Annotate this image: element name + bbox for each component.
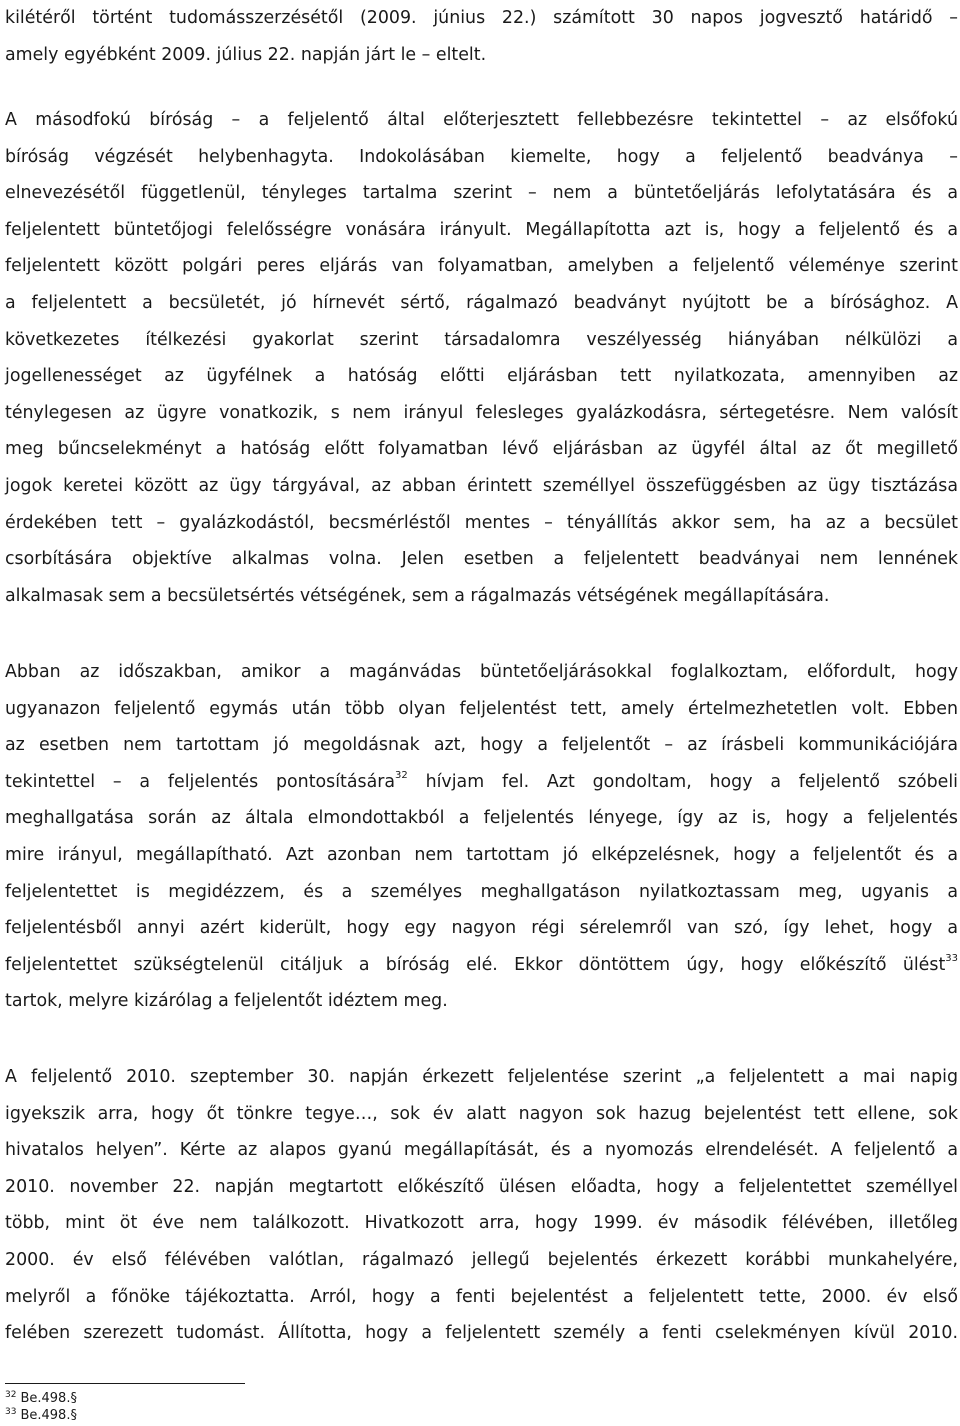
text-line: meghallgatása során az általa elmondottakból a feljelentés lényege, így az is, hogy a feljelentés: [5, 808, 958, 829]
footnote-reference-32[interactable]: 32: [395, 769, 408, 781]
paragraph-2: [5, 102, 958, 614]
text-line: az esetben nem tartottam jó megoldásnak azt, hogy a feljelentőt – az írásbeli kommunikációjára: [5, 735, 958, 756]
text-line: ugyanazon feljelentő egymás után több olyan feljelentést tett, amely értelmezhetetlen volt. Ebben: [5, 698, 958, 719]
text-line: felében szerezett tudomást. Állította, hogy a feljelentett személy a fenti cselekményen kívül 2010.: [5, 1323, 958, 1344]
text-line: a feljelentett a becsületét, jó hírnevét sértő, rágalmazó beadványt nyújtott be a bírósághoz. A: [5, 292, 958, 313]
text-line: jogellenességet az ügyfélnek a hatóság előtti eljárásban tett nyilatkozata, amennyiben az: [5, 366, 958, 387]
text-line: elnevezésétől függetlenül, tényleges tartalma szerint – nem a büntetőeljárás lefolytatására és a: [5, 183, 958, 204]
text-line: Abban az időszakban, amikor a magánvádas büntetőeljárásokkal foglalkoztam, előfordult, hogy: [5, 662, 958, 682]
text-line: következetes ítélkezési gyakorlat szerint társadalomra veszélyesség hiányában nélkülözi a: [5, 329, 958, 350]
text-line: meg bűncselekményt a hatóság előtt folyamatban lévő eljárásban az ügyfél által az őt megillető: [5, 439, 958, 460]
footnote-number: 32: [5, 1390, 17, 1400]
text-line: csorbítására objektíve alkalmas volna. Jelen esetben a feljelentett beadványai nem lennének: [5, 549, 958, 570]
text-line: feljelentett büntetőjogi felelősségre vonására irányult. Megállapította azt is, hogy a feljelentő és a: [5, 219, 958, 240]
text-line: kilétéről történt tudomásszerzésétől (2009. június 22.) számított 30 napos jogvesztő határidő –: [5, 8, 958, 28]
footnote-reference-33[interactable]: 33: [945, 952, 958, 964]
text-line: melyről a főnöke tájékoztatta. Arról, hogy a fenti bejelentést a feljelentett tette, 2000. év első: [5, 1286, 958, 1307]
footnote-32: [5, 1390, 77, 1407]
text-line: feljelentésből annyi azért kiderült, hogy egy nagyon régi sérelemről van szó, így lehet, hogy a: [5, 918, 958, 939]
footnote-33: [5, 1407, 77, 1424]
text-line: A másodfokú bíróság – a feljelentő által előterjesztett fellebbezésre tekintettel – az elsőfokú: [5, 110, 958, 130]
text-line: amely egyébként 2009. július 22. napján járt le – eltelt.: [5, 44, 487, 65]
text-line: [5, 764, 958, 801]
text-line: érdekében tett – gyalázkodástól, becsmérléstől mentes – tényállítás akkor sem, ha az a becsület: [5, 512, 958, 533]
text-line: mire irányul, megállapítható. Azt azonban nem tartottam jó elképzelésnek, hogy a feljelentőt és a: [5, 844, 958, 865]
paragraph-3: [5, 654, 958, 1020]
text-line: igyekszik arra, hogy őt tönkre tegye…, sok év alatt nagyon sok hazug bejelentést tett ellene, sok: [5, 1103, 958, 1124]
footnote-number: 33: [5, 1407, 17, 1417]
text-line: több, mint öt éve nem találkozott. Hivatkozott arra, hogy 1999. év második félévében, illetőleg: [5, 1213, 958, 1234]
text-line: ténylegesen az ügyre vonatkozik, s nem irányul felesleges gyalázkodásra, sértegetésre. Nem valósít: [5, 402, 958, 423]
text-segment: tekintettel – a feljelentés pontosítására: [5, 771, 396, 792]
footnote-separator: [5, 1383, 245, 1384]
paragraph-4: [5, 1059, 958, 1352]
text-line: bíróság végzését helybenhagyta. Indokolásában kiemelte, hogy a feljelentő beadványa –: [5, 146, 958, 167]
text-line: 2000. év első félévében valótlan, rágalmazó jellegű bejelentés érkezett korábbi munkahelyére,: [5, 1249, 958, 1270]
text-line: hivatalos helyen”. Kérte az alapos gyanú megállapítását, és a nyomozás elrendelését. A feljelentő a: [5, 1140, 958, 1161]
text-line: feljelentettet is megidézzem, és a személyes meghallgatáson nyilatkoztassam meg, ugyanis a: [5, 881, 958, 902]
text-line: feljelentett között polgári peres eljárás van folyamatban, amelyben a feljelentő véleménye szerint: [5, 256, 958, 277]
text-segment: feljelentettet szükségtelenül citáljuk a bíróság elé. Ekkor döntöttem úgy, hogy előkészítő ülést: [5, 954, 946, 975]
text-line: 2010. november 22. napján megtartott előkészítő ülésen előadta, hogy a feljelentettet személlyel: [5, 1176, 958, 1197]
paragraph-1: [5, 0, 958, 73]
text-line: jogok keretei között az ügy tárgyával, az abban érintett személlyel összefüggésben az ügy tisztázása: [5, 475, 958, 496]
text-line: tartok, melyre kizárólag a feljelentőt idéztem meg.: [5, 991, 448, 1012]
footnotes: [5, 1390, 77, 1424]
text-line: [5, 947, 958, 984]
text-segment: hívjam fel. Azt gondoltam, hogy a feljelentő szóbeli: [407, 771, 958, 792]
text-line: A feljelentő 2010. szeptember 30. napján érkezett feljelentése szerint „a feljelentett a mai napig: [5, 1067, 958, 1087]
footnote-text: Be.498.§: [20, 1408, 77, 1423]
text-line: alkalmasak sem a becsületsértés vétségének, sem a rágalmazás vétségének megállapítására.: [5, 585, 830, 606]
footnote-text: Be.498.§: [20, 1391, 77, 1406]
